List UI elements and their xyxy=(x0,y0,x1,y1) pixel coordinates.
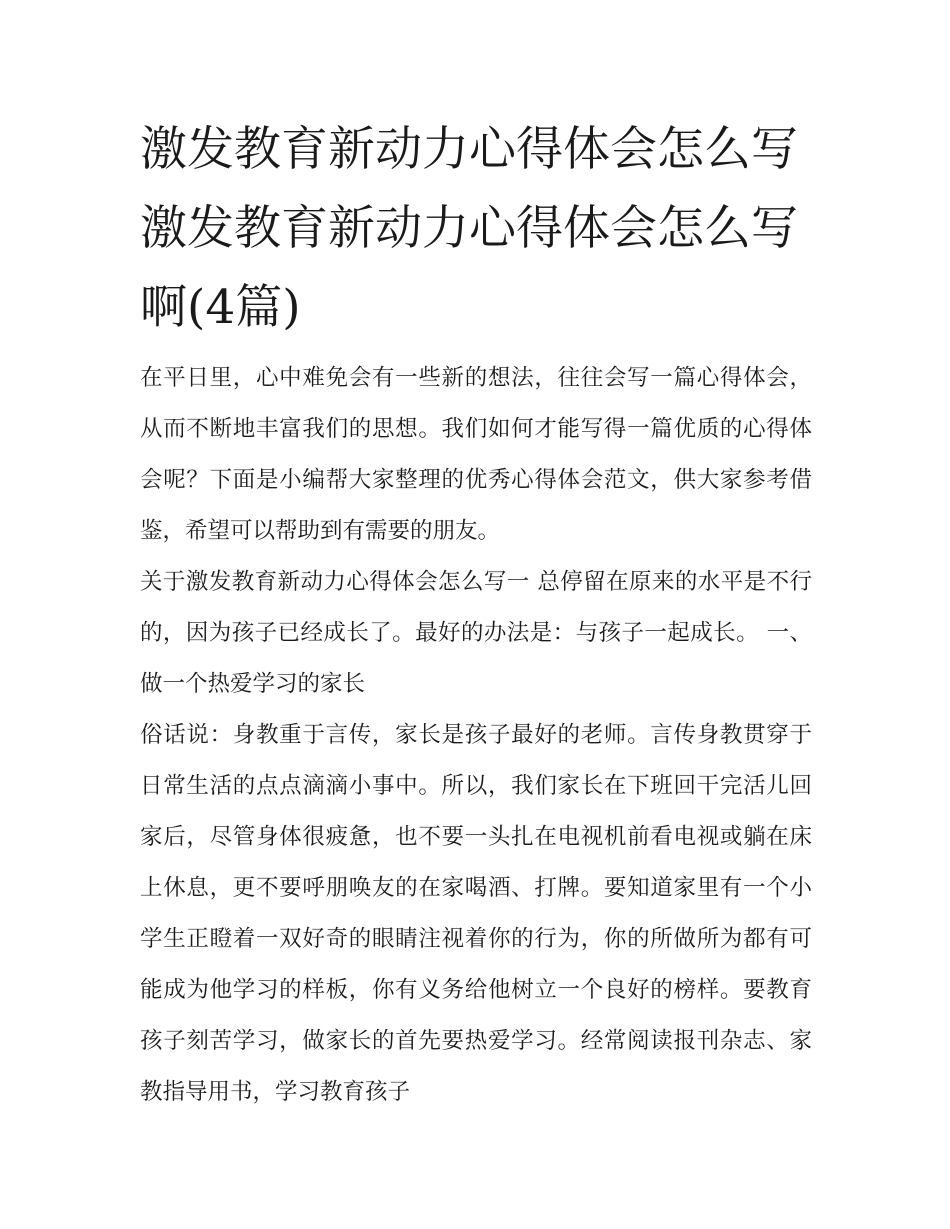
document-title: 激发教育新动力心得体会怎么写 激发教育新动力心得体会怎么写啊(4篇) xyxy=(140,122,798,335)
section-one-paragraph: 关于激发教育新动力心得体会怎么写一 总停留在原来的水平是不行的，因为孩子已经成长了。最好的办法是：与孩子一起成长。 一、做一个热爱学习的家长 xyxy=(140,569,812,697)
intro-paragraph: 在平日里，心中难免会有一些新的想法，往往会写一篇心得体会，从而不断地丰富我们的思想。我们如何才能写得一篇优质的心得体会呢？下面是小编帮大家整理的优秀心得体会范文，供大家参考借鉴，希望可以帮助到有需要的朋友。 xyxy=(140,365,812,544)
body-paragraph: 俗话说：身教重于言传，家长是孩子最好的老师。言传身教贯穿于日常生活的点点滴滴小事中。所以，我们家长在下班回干完活儿回家后，尽管身体很疲惫，也不要一头扎在电视机前看电视或躺在床上休息，更不要呼朋唤友的在家喝酒、打牌。要知道家里有一个小学生正瞪着一双好奇的眼睛注视着你的行为，你的所做所为都有可能成为他学习的样板，你有义务给他树立一个良好的榜样。要教育孩子刻苦学习，做家长的首先要热爱学习。经常阅读报刊杂志、家教指导用书，学习教育孩子 xyxy=(140,722,812,1105)
document-body xyxy=(140,353,812,1118)
